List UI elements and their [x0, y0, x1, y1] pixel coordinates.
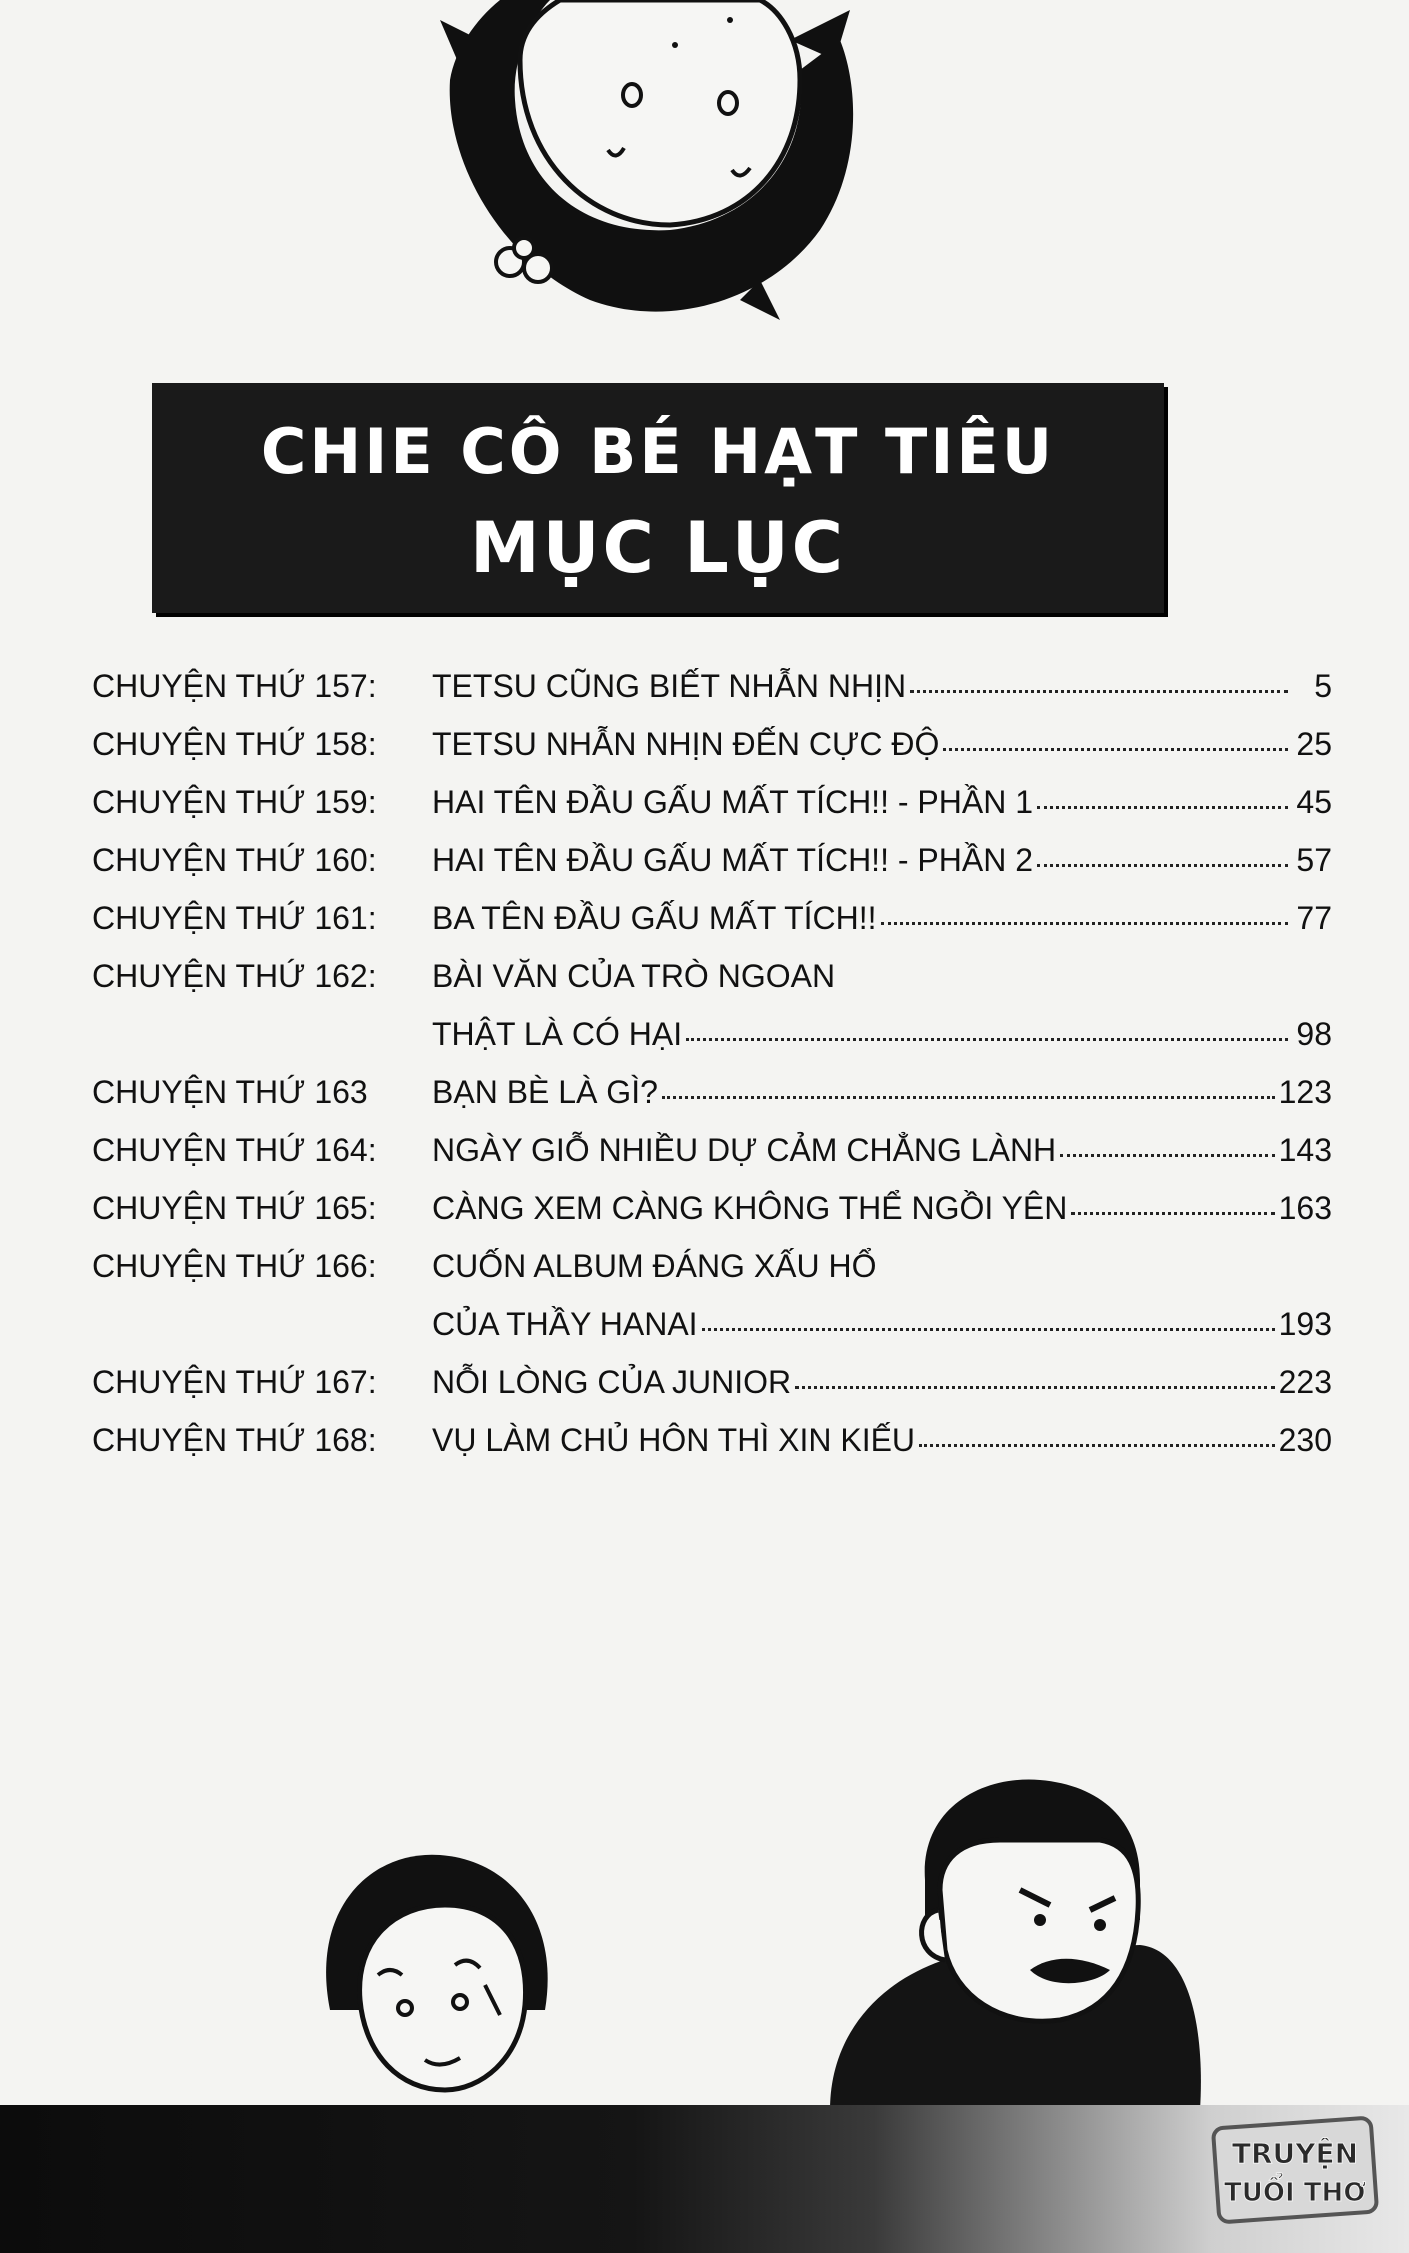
series-title: CHIE CÔ BÉ HẠT TIÊU: [260, 415, 1056, 488]
chapter-number: CHUYỆN THỨ 158:: [92, 726, 377, 762]
dot-leader: [662, 1096, 1275, 1099]
bottom-dark-bar: [0, 2105, 1409, 2253]
chapter-title: BA TÊN ĐẦU GẤU MẤT TÍCH!!: [432, 900, 877, 936]
page-number: 45: [1296, 784, 1332, 820]
chapter-number: CHUYỆN THỨ 166:: [92, 1248, 377, 1284]
chapter-number: CHUYỆN THỨ 165:: [92, 1190, 377, 1226]
chapter-number: CHUYỆN THỨ 167:: [92, 1364, 377, 1400]
chapter-title: TETSU NHẪN NHỊN ĐẾN CỰC ĐỘ: [432, 726, 940, 762]
chie-character-illustration: [440, 0, 880, 330]
page-number: 123: [1278, 1074, 1332, 1110]
toc-row: [92, 900, 1332, 958]
toc-row: [92, 842, 1332, 900]
chapter-title: VỤ LÀM CHỦ HÔN THÌ XIN KIẾU: [432, 1422, 916, 1458]
toc-row: [92, 1132, 1332, 1190]
chapter-number: CHUYỆN THỨ 157:: [92, 668, 377, 704]
page-number: 143: [1278, 1132, 1332, 1168]
toc-row: [92, 726, 1332, 784]
page-number: 98: [1296, 1016, 1332, 1052]
toc-row: [92, 1190, 1332, 1248]
chapter-number: CHUYỆN THỨ 160:: [92, 842, 377, 878]
bottom-characters-illustration: [0, 1770, 1409, 2110]
toc-row: [92, 668, 1332, 726]
chapter-title: NỖI LÒNG CỦA JUNIOR: [432, 1364, 792, 1400]
chapter-title-continuation: CỦA THẦY HANAI: [432, 1306, 698, 1342]
page-number: 223: [1278, 1364, 1332, 1400]
toc-row: [92, 1248, 1332, 1306]
dot-leader: [919, 1444, 1275, 1447]
chapter-number: CHUYỆN THỨ 168:: [92, 1422, 377, 1458]
toc-row-continuation: [92, 1306, 1332, 1364]
chapter-title: HAI TÊN ĐẦU GẤU MẤT TÍCH!! - PHẦN 1: [432, 784, 1033, 820]
boy-character: [326, 1855, 548, 2090]
watermark-line1: TRUYỆN: [1231, 2137, 1359, 2170]
chapter-number: CHUYỆN THỨ 159:: [92, 784, 377, 820]
toc-row-continuation: [92, 1016, 1332, 1074]
dot-leader: [910, 690, 1288, 693]
dot-leader: [686, 1038, 1288, 1041]
dot-leader: [1071, 1212, 1274, 1215]
dot-leader: [881, 922, 1288, 925]
page-number: 5: [1314, 668, 1332, 704]
toc-row: [92, 1422, 1332, 1480]
chapter-number: CHUYỆN THỨ 162:: [92, 958, 377, 994]
toc-row: [92, 784, 1332, 842]
dot-leader: [1060, 1154, 1274, 1157]
chapter-title: CUỐN ALBUM ĐÁNG XẤU HỔ: [432, 1248, 877, 1284]
chapter-title: NGÀY GIỖ NHIỀU DỰ CẢM CHẲNG LÀNH: [432, 1132, 1057, 1168]
title-banner: [152, 383, 1164, 613]
dot-leader: [795, 1386, 1274, 1389]
chapter-title: HAI TÊN ĐẦU GẤU MẤT TÍCH!! - PHẦN 2: [432, 842, 1033, 878]
truyen-tuoi-tho-watermark: [1210, 2115, 1380, 2225]
page-number: 77: [1296, 900, 1332, 936]
page-number: 163: [1278, 1190, 1332, 1226]
table-of-contents: [92, 668, 1332, 1480]
dot-leader: [702, 1328, 1275, 1331]
chapter-title: BÀI VĂN CỦA TRÒ NGOAN: [432, 958, 836, 994]
page-number: 193: [1278, 1306, 1332, 1342]
toc-row: [92, 1074, 1332, 1132]
dot-leader: [1037, 864, 1288, 867]
dot-leader: [943, 748, 1288, 751]
toc-row: [92, 1364, 1332, 1422]
man-character: [830, 1780, 1201, 2110]
chapter-number: CHUYỆN THỨ 164:: [92, 1132, 377, 1168]
page-number: 25: [1296, 726, 1332, 762]
page-number: 230: [1278, 1422, 1332, 1458]
page-number: 57: [1296, 842, 1332, 878]
chapter-title: CÀNG XEM CÀNG KHÔNG THỂ NGỒI YÊN: [432, 1190, 1068, 1226]
chapter-number: CHUYỆN THỨ 161:: [92, 900, 377, 936]
chapter-title: BẠN BÈ LÀ GÌ?: [432, 1074, 658, 1110]
dot-leader: [1037, 806, 1288, 809]
section-title: MỤC LỤC: [469, 507, 847, 589]
chapter-number: CHUYỆN THỨ 163: [92, 1074, 368, 1110]
chapter-title: TETSU CŨNG BIẾT NHẪN NHỊN: [432, 668, 907, 704]
toc-row: [92, 958, 1332, 1016]
watermark-line2: TUỔI THƠ: [1224, 2178, 1366, 2208]
chapter-title-continuation: THẬT LÀ CÓ HẠI: [432, 1016, 683, 1052]
